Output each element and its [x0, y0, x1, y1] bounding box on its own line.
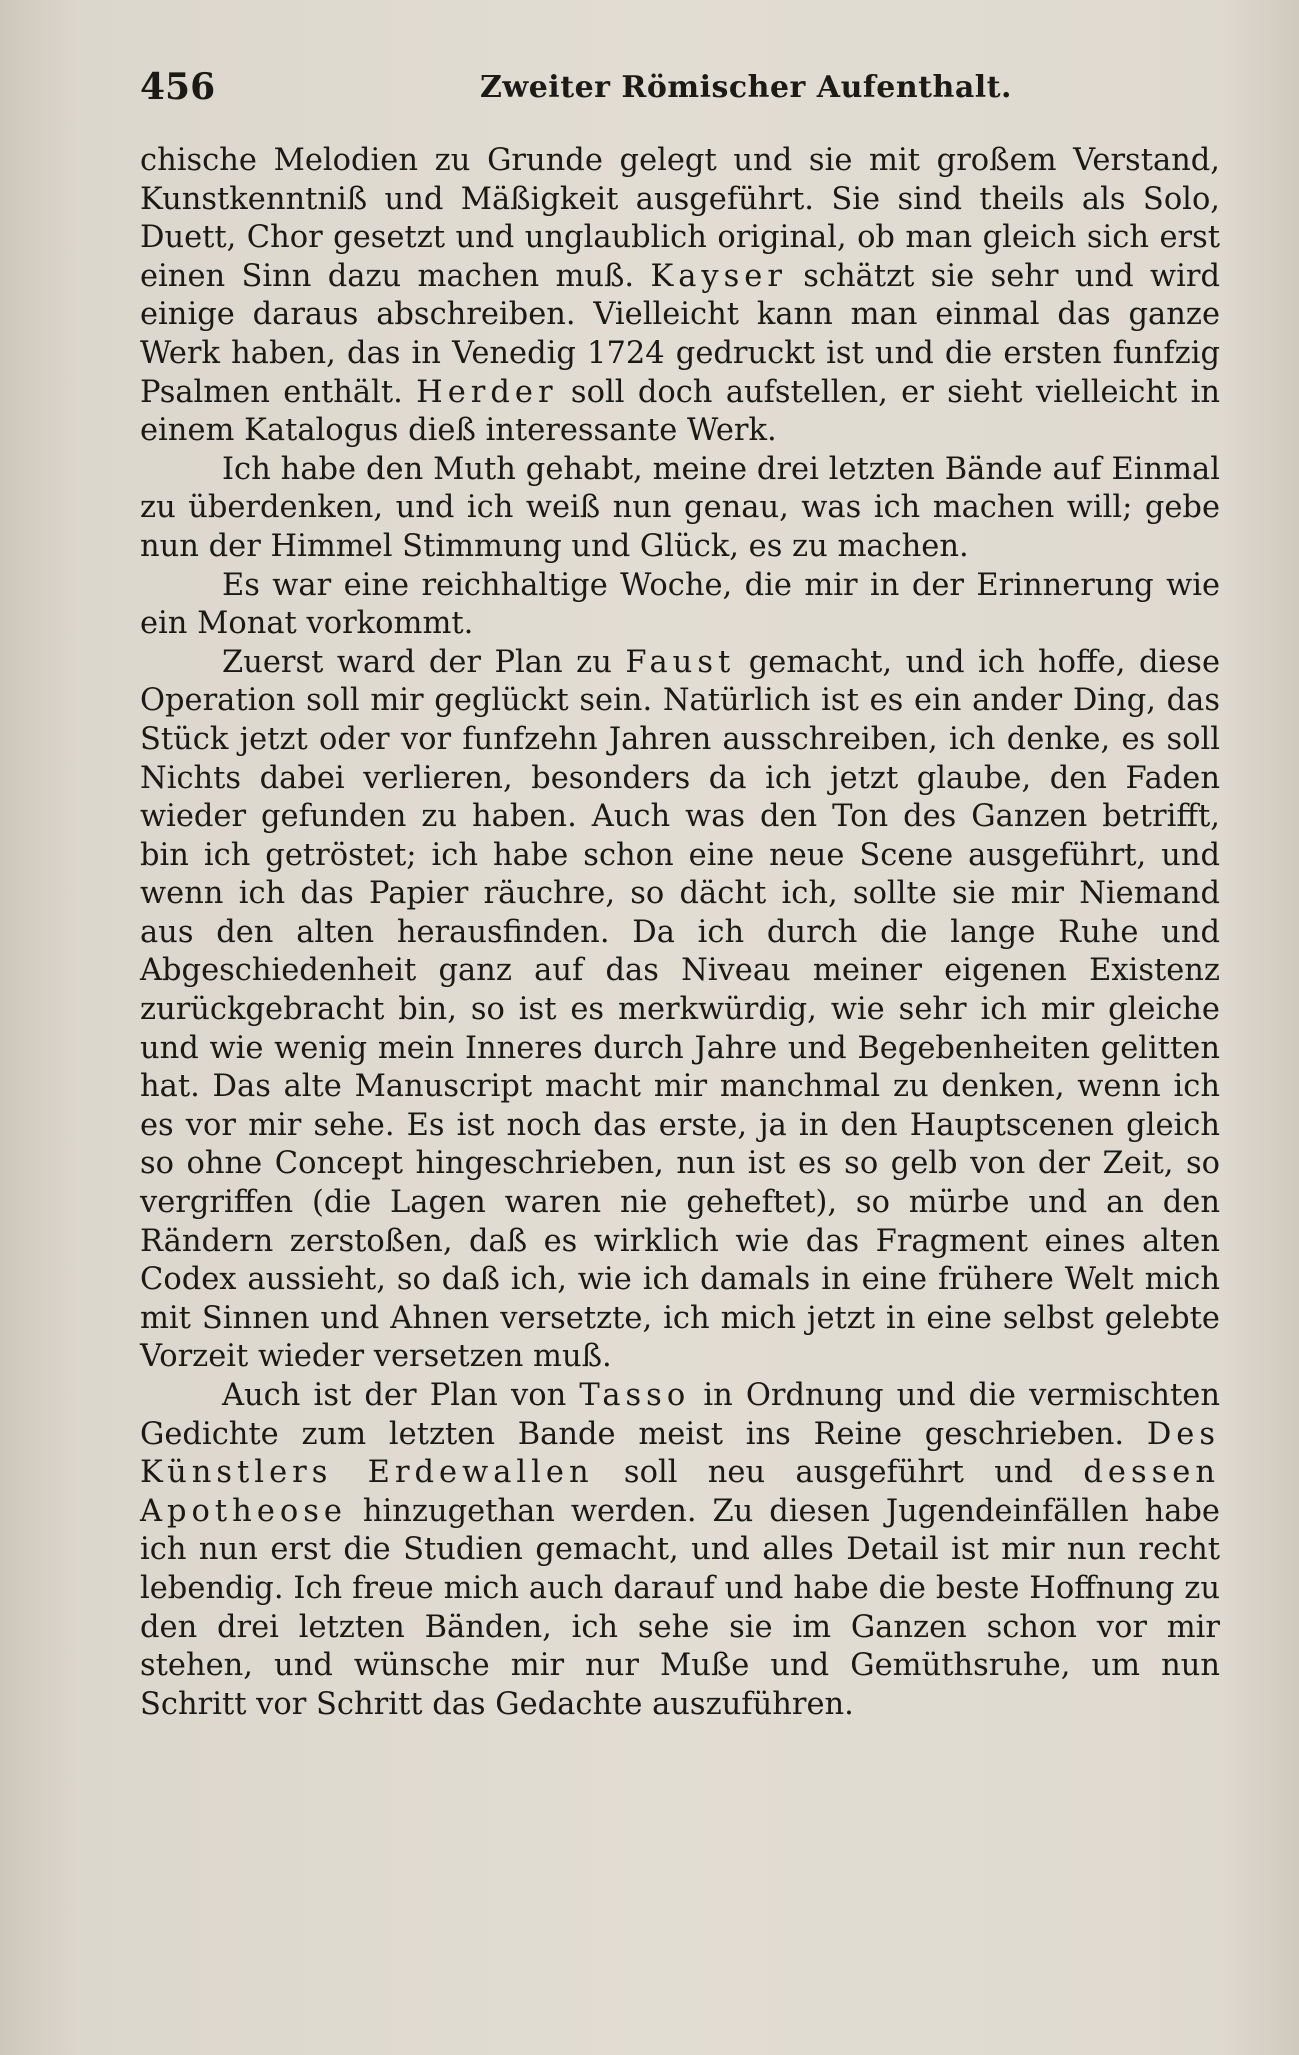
body-text [140, 142, 1220, 1724]
spaced-title: dessen Apotheose [140, 1455, 1220, 1529]
text-segment: Es war eine reichhaltige Woche, die mir in der Erinnerung wie ein Monat vorkommt. [140, 567, 1220, 642]
spaced-title: Tasso [579, 1378, 691, 1413]
spaced-title: Des Künstlers Erdewallen [140, 1416, 1220, 1491]
text-segment: chische Melodien zu Grunde gelegt und sie mit großem Verstand, Kunstkenntniß und Mäßigkeit ausgeführt. Sie sind theils als Solo, Duett, Chor gesetzt und unglaublich original, ob man gleich sich erst einen Sinn dazu machen muß. [140, 143, 1220, 294]
page-header [140, 66, 1220, 114]
paragraph-4 [140, 644, 1220, 1377]
text-segment: Zuerst ward der Plan zu [222, 644, 626, 680]
paragraph-2 [140, 451, 1220, 567]
spaced-name: Herder [416, 374, 558, 410]
text-segment: soll doch aufstellen, er sieht vielleicht in einem Katalogus dieß interessante Werk. [140, 374, 1221, 449]
running-head: Zweiter Römischer Aufenthalt. [480, 70, 1012, 105]
paragraph-3 [140, 567, 1220, 644]
text-segment: Ich habe den Muth gehabt, meine drei letzten Bände auf Einmal zu überdenken, und ich weiß nun genau, was ich machen will; gebe nun der Himmel Stimmung und Glück, es zu machen. [140, 451, 1220, 564]
spaced-title: Faust [625, 644, 736, 680]
paragraph-5 [140, 1377, 1220, 1724]
spaced-name: Kayser [650, 258, 787, 294]
page-number: 456 [140, 66, 216, 108]
text-segment: in Ordnung und die vermischten Gedichte zum letzten Bande meist ins Reine geschrieben. [140, 1378, 1220, 1452]
text-segment: gemacht, und ich hoffe, diese Operation soll mir geglückt sein. Natürlich ist es ein ander Ding, das Stück jetzt oder vor funfzehn Jahren ausschreiben, ich denke, es soll Nichts dabei verlieren, besonders da ich jetzt glaube, den Faden wieder gefunden zu haben. Auch was den Ton des Ganzen betrifft, bin ich getröstet; ich habe schon eine neue Scene ausgeführt, und wenn ich das Papier räuchre, so dächt ich, sollte sie mir Niemand aus den alten herausfinden. Da ich durch die lange Ruhe und Abgeschiedenheit ganz auf das Niveau meiner eigenen Existenz zurückgebracht bin, so ist es merkwürdig, wie sehr ich mir gleiche und wie wenig mein Inneres durch Jahre und Begebenheiten gelitten hat. Das alte Manuscript macht mir manchmal zu denken, wenn ich es vor mir sehe. Es ist noch das erste, ja in den Hauptscenen gleich so ohne Concept hingeschrieben, nun ist es so gelb von der Zeit, so vergriffen (die Lagen waren nie geheftet), so mürbe und an den Rändern zerstoßen, daß es wirklich wie das Fragment eines alten Codex aussieht, so daß ich, wie ich damals in eine frühere Welt mich mit Sinnen und Ahnen versetzte, ich mich jetzt in eine selbst gelebte Vorzeit wieder versetzen muß. [140, 644, 1220, 1375]
paragraph-1 [140, 142, 1220, 451]
text-segment: soll neu ausgeführt und [593, 1455, 1084, 1491]
text-segment: Auch ist der Plan von [222, 1378, 580, 1413]
text-segment: hinzugethan werden. Zu diesen Jugendeinfällen habe ich nun erst die Studien gemacht, und alles Detail ist mir nun recht lebendig. Ich freue mich auch darauf und habe die beste Hoffnung zu den drei letzten Bänden, ich sehe sie im Ganzen schon vor mir stehen, und wünsche mir nur Muße und Gemüthsruhe, um nun Schritt vor Schritt das Gedachte auszuführen. [140, 1493, 1220, 1722]
text-segment: schätzt sie sehr und wird einige daraus abschreiben. Vielleicht kann man einmal das ganze Werk haben, das in Venedig 1724 gedruckt ist und die ersten funfzig Psalmen enthält. [140, 258, 1220, 410]
